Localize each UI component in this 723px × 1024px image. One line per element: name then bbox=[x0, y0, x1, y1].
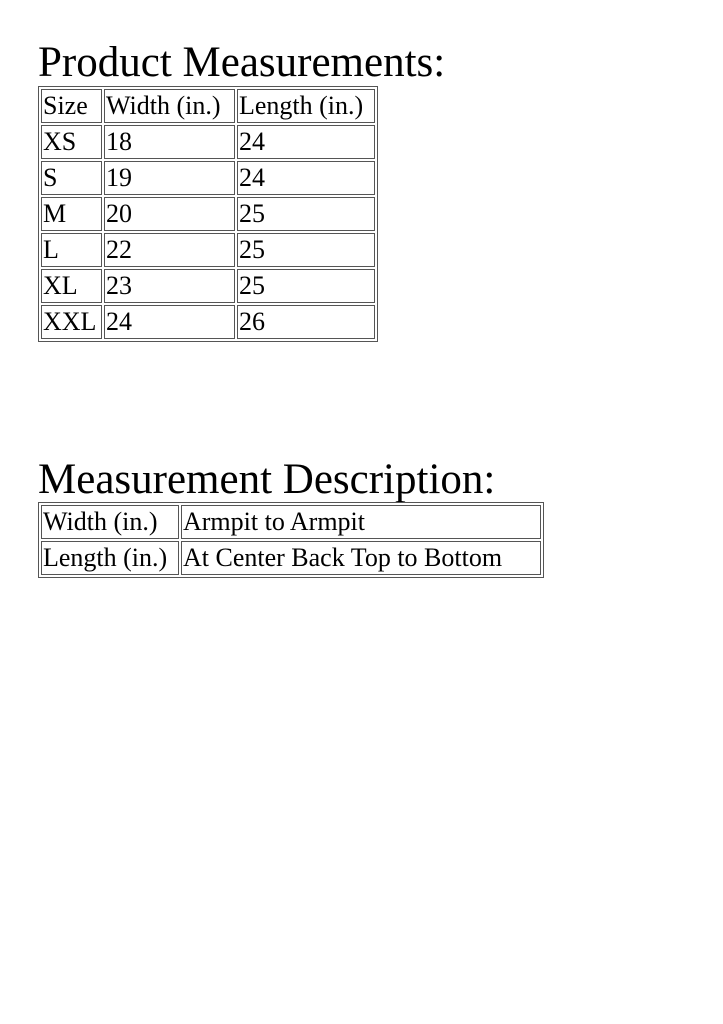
length-cell: 26 bbox=[237, 305, 375, 339]
table-row bbox=[41, 161, 375, 195]
measurement-method-cell: At Center Back Top to Bottom bbox=[181, 541, 541, 575]
table-row bbox=[41, 305, 375, 339]
length-cell: 25 bbox=[237, 233, 375, 267]
measurement-name-cell: Width (in.) bbox=[41, 505, 179, 539]
header-cell-size: Size bbox=[41, 89, 102, 123]
table-row bbox=[41, 269, 375, 303]
measurement-name-cell: Length (in.) bbox=[41, 541, 179, 575]
width-cell: 23 bbox=[104, 269, 235, 303]
width-cell: 24 bbox=[104, 305, 235, 339]
table-row bbox=[41, 125, 375, 159]
length-cell: 25 bbox=[237, 197, 375, 231]
size-cell: L bbox=[41, 233, 102, 267]
table-row bbox=[41, 233, 375, 267]
measurement-description-title: Measurement Description: bbox=[38, 456, 496, 503]
size-cell: S bbox=[41, 161, 102, 195]
width-cell: 20 bbox=[104, 197, 235, 231]
length-cell: 24 bbox=[237, 125, 375, 159]
size-cell: M bbox=[41, 197, 102, 231]
size-cell: XL bbox=[41, 269, 102, 303]
measurement-description-table bbox=[38, 502, 544, 578]
table-row bbox=[41, 197, 375, 231]
width-cell: 19 bbox=[104, 161, 235, 195]
measurement-method-cell: Armpit to Armpit bbox=[181, 505, 541, 539]
size-cell: XXL bbox=[41, 305, 102, 339]
product-measurements-title: Product Measurements: bbox=[38, 39, 446, 86]
table-header-row bbox=[41, 89, 375, 123]
length-cell: 25 bbox=[237, 269, 375, 303]
header-cell-length: Length (in.) bbox=[237, 89, 375, 123]
size-chart-table bbox=[38, 86, 378, 342]
table-row bbox=[41, 541, 541, 575]
width-cell: 22 bbox=[104, 233, 235, 267]
table-row bbox=[41, 505, 541, 539]
header-cell-width: Width (in.) bbox=[104, 89, 235, 123]
width-cell: 18 bbox=[104, 125, 235, 159]
length-cell: 24 bbox=[237, 161, 375, 195]
size-cell: XS bbox=[41, 125, 102, 159]
